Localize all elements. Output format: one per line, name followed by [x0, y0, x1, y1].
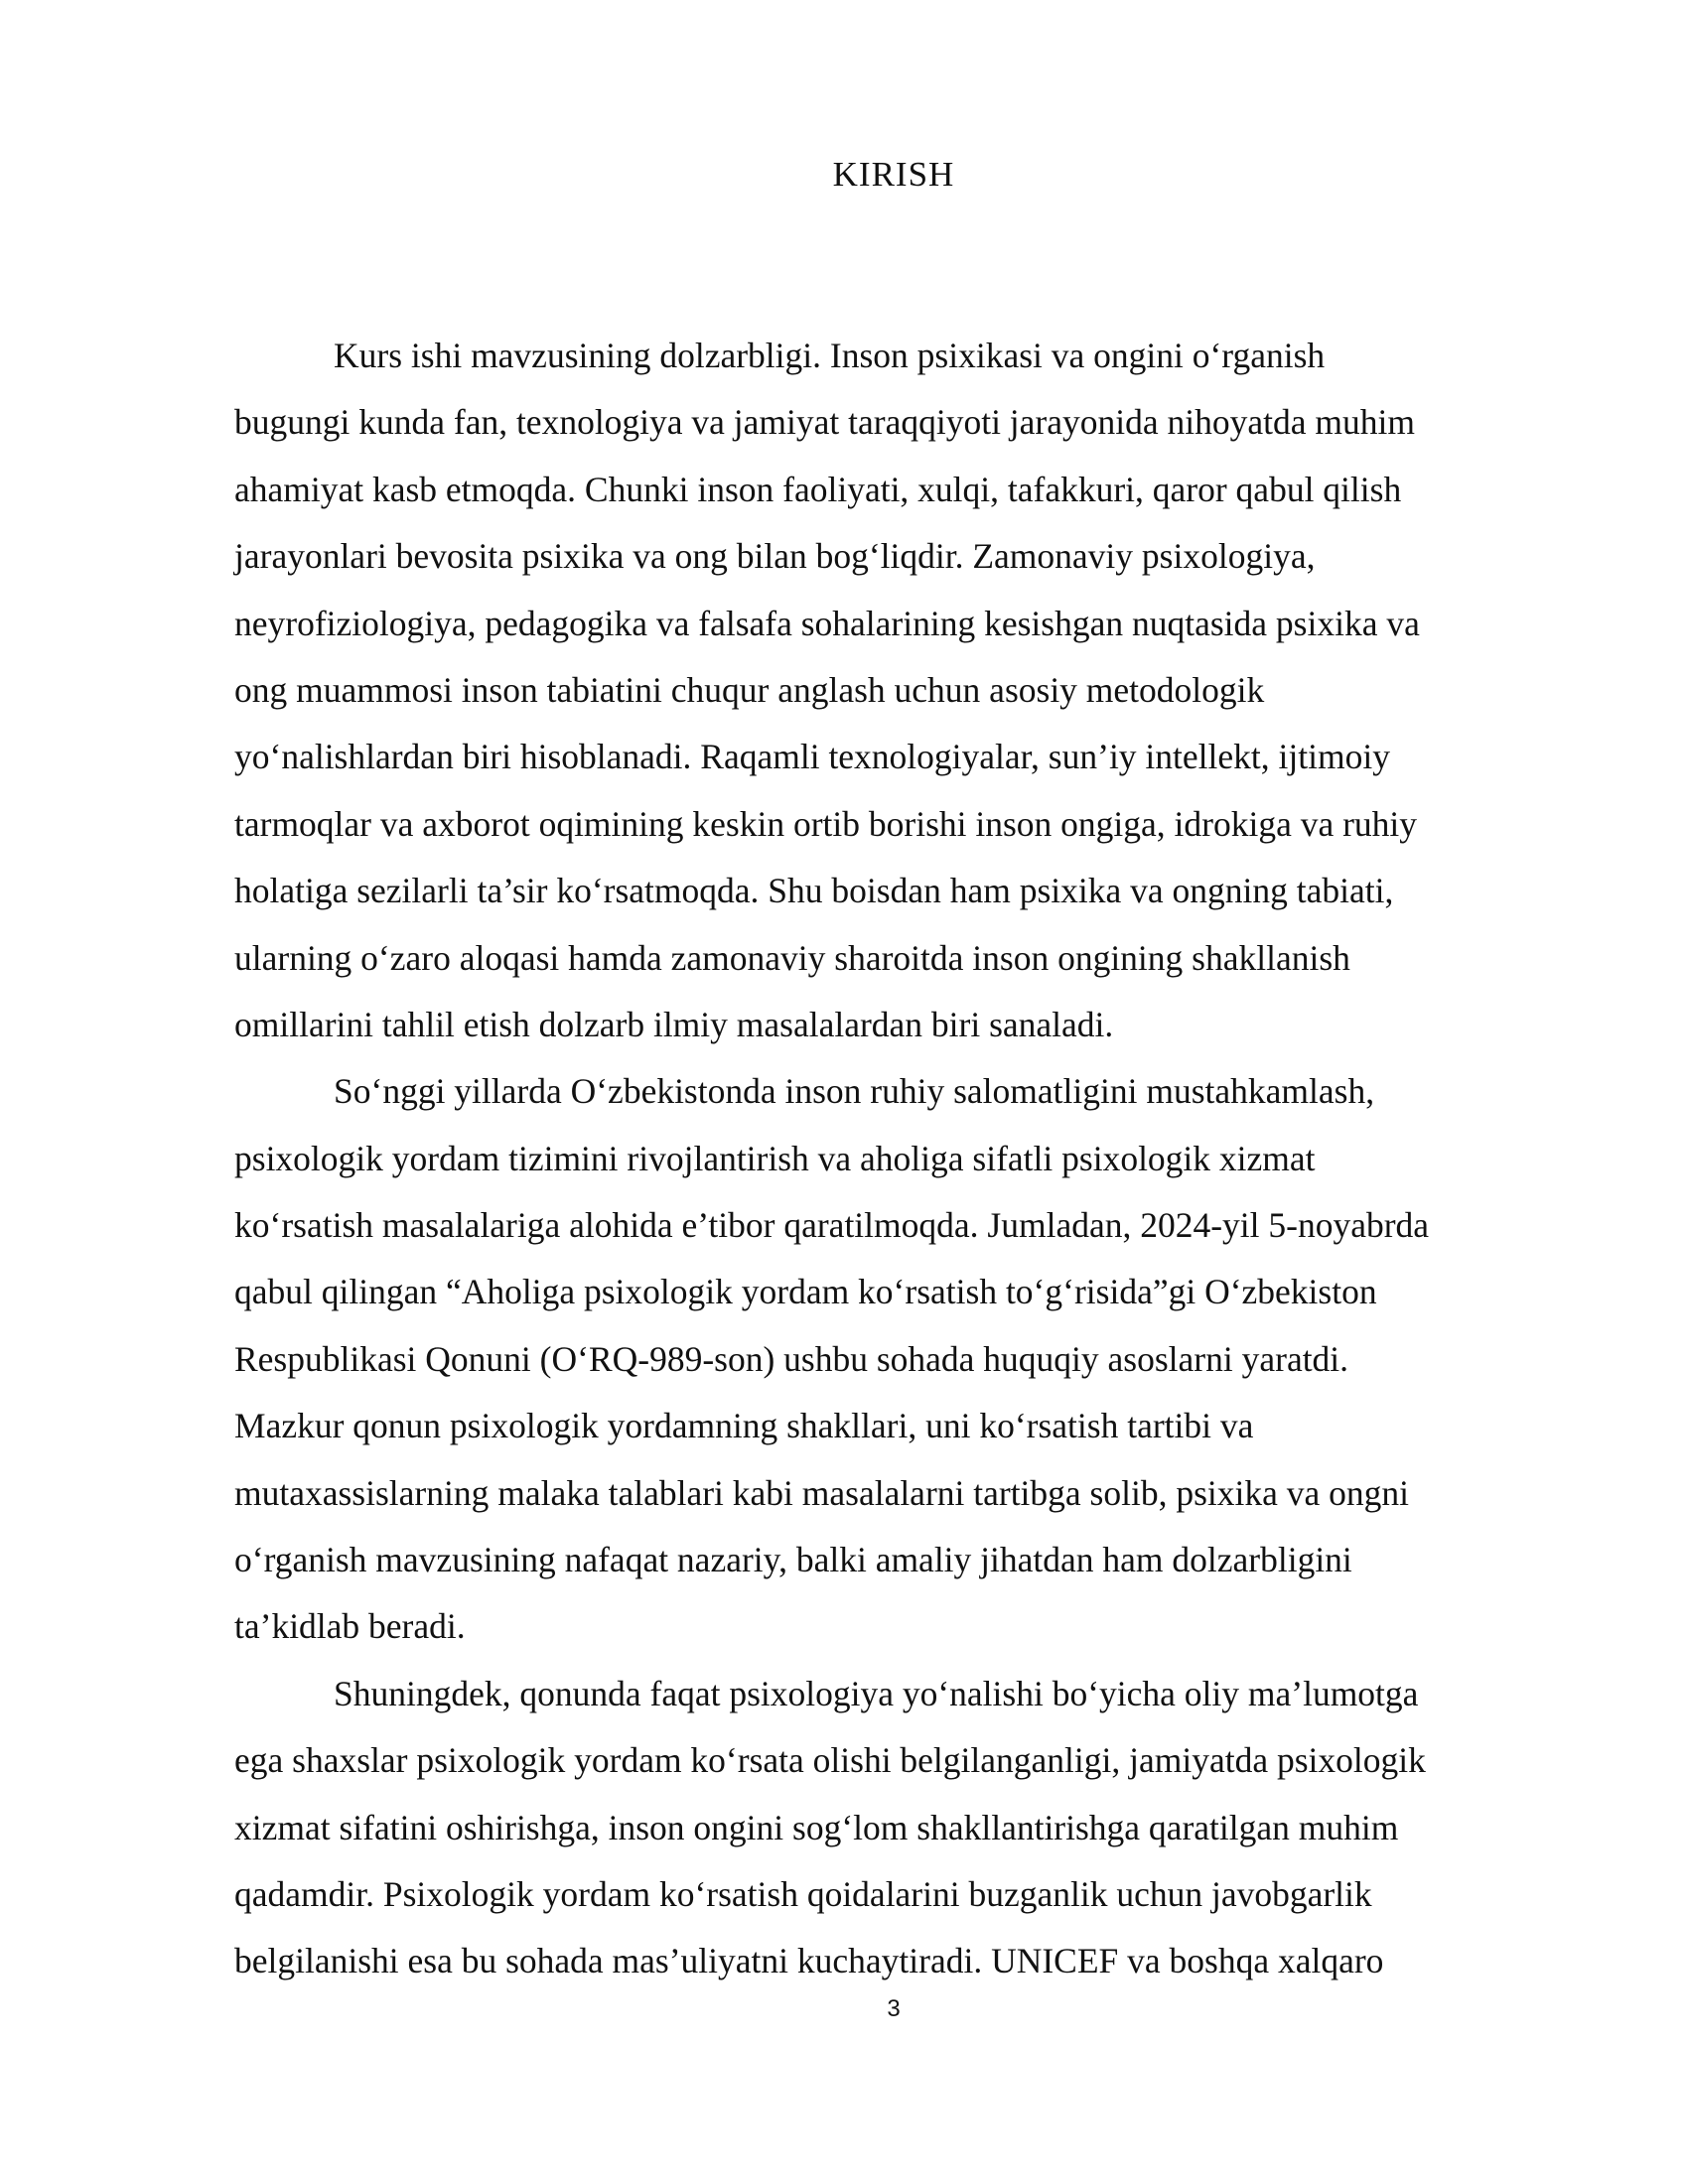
text-line: tarmoqlar va axborot oqimining keskin ortib borishi inson ongiga, idrokiga va ruhiy [234, 803, 1418, 844]
text-line: holatiga sezilarli ta’sir ko‘rsatmoqda. Shu boisdan ham psixika va ongning tabiati, [234, 871, 1394, 911]
text-line: jarayonlari bevosita psixika va ong bilan bog‘liqdir. Zamonaviy psixologiya, [234, 536, 1316, 577]
text-line: ularning o‘zaro aloqasi hamda zamonaviy sharoitda inson ongining shakllanish [234, 937, 1350, 978]
text-line: ong muammosi inson tabiatini chuqur anglash uchun asosiy metodologik [234, 669, 1265, 710]
text-line: omillarini tahlil etish dolzarb ilmiy masalalardan biri sanaladi. [234, 1004, 1114, 1044]
text-line: Respublikasi Qonuni (O‘RQ-989-son) ushbu sohada huquqiy asoslarni yaratdi. [234, 1338, 1349, 1379]
text-line: ko‘rsatish masalalariga alohida e’tibor qaratilmoqda. Jumladan, 2024-yil 5-noyabrda [234, 1205, 1430, 1246]
paragraph [234, 1058, 1535, 1661]
text-line: psixologik yordam tizimini rivojlantirish va aholiga sifatli psixologik xizmat [234, 1138, 1316, 1178]
text-line: bugungi kunda fan, texnologiya va jamiyat taraqqiyoti jarayonida nihoyatda muhim [234, 402, 1415, 443]
text-line: xizmat sifatini oshirishga, inson ongini sog‘lom shakllantirishga qaratilgan muhim [234, 1807, 1399, 1847]
text-line: neyrofiziologiya, pedagogika va falsafa sohalarining kesishgan nuqtasida psixika va [234, 603, 1420, 643]
text-line: ahamiyat kasb etmoqda. Chunki inson faoliyati, xulqi, tafakkuri, qaror qabul qilish [234, 469, 1402, 509]
section-heading: KIRISH [832, 155, 955, 194]
text-line: Shuningdek, qonunda faqat psixologiya yo‘nalishi bo‘yicha oliy ma’lumotga [334, 1673, 1419, 1713]
text-line: belgilanishi esa bu sohada mas’uliyatni kuchaytiradi. UNICEF va boshqa xalqaro [234, 1941, 1384, 1981]
text-line: qabul qilingan “Aholiga psixologik yordam ko‘rsatish to‘g‘risida”gi O‘zbekiston [234, 1272, 1377, 1312]
text-line: ta’kidlab beradi. [234, 1606, 466, 1647]
page-number: 3 [887, 1995, 901, 2022]
text-line: So‘nggi yillarda O‘zbekistonda inson ruhiy salomatligini mustahkamlash, [334, 1071, 1375, 1112]
text-line: o‘rganish mavzusining nafaqat nazariy, balki amaliy jihatdan ham dolzarbligini [234, 1540, 1352, 1580]
paragraph [234, 1661, 1535, 1995]
text-line: ega shaxslar psixologik yordam ko‘rsata olishi belgilanganligi, jamiyatda psixologik [234, 1740, 1426, 1781]
text-line: Mazkur qonun psixologik yordamning shakllari, uni ko‘rsatish tartibi va [234, 1406, 1254, 1446]
body-text [234, 323, 1535, 1995]
paragraph [234, 323, 1535, 1058]
text-line: Kurs ishi mavzusining dolzarbligi. Inson psixikasi va ongini o‘rganish [334, 336, 1326, 375]
text-line: yo‘nalishlardan biri hisoblanadi. Raqamli texnologiyalar, sun’iy intellekt, ijtimoiy [234, 737, 1390, 777]
text-line: mutaxassislarning malaka talablari kabi masalalarni tartibga solib, psixika va ongni [234, 1472, 1410, 1513]
text-line: qadamdir. Psixologik yordam ko‘rsatish qoidalarini buzganlik uchun javobgarlik [234, 1873, 1372, 1914]
